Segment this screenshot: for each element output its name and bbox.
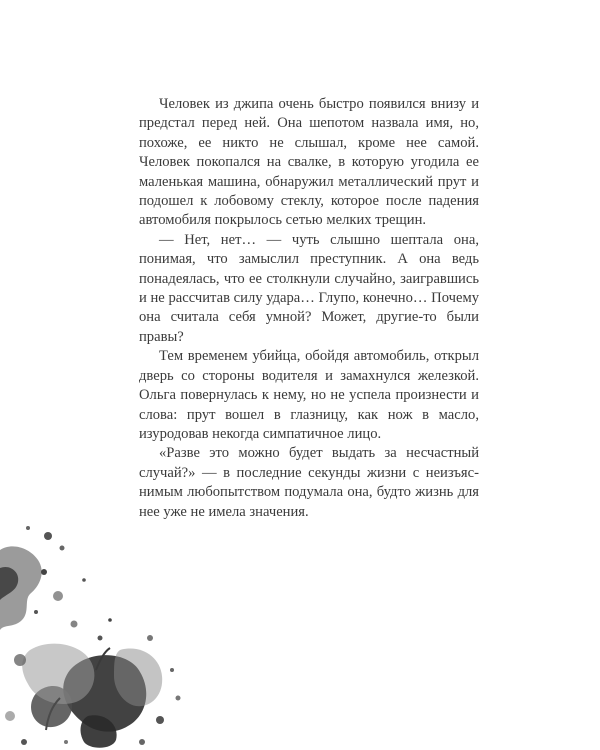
paragraph-1: Человек из джипа очень быстро появился внизу и предстал перед ней. Она шепотом назвала имя, но, похоже, ее никто не слышал, кроме нее самой. Человек покопался на свалке, в которую угодила ее маленькая машина, обнаружил металлический прут и подошел к лобовому стеклу, которое после падения автомобиля покрылось сетью мелких трещин.	[139, 96, 479, 229]
ink-splatter-decoration	[0, 520, 190, 750]
body-text	[139, 95, 479, 522]
paragraph-2: — Нет, нет… — чуть слышно шептала она, понимая, что замыслил преступник. А она ведь понадеялась, что ее столкнули случайно, заигравшись и не рассчитав силу удара… Глупо, конечно… Почему она считала себя умной? Может, другие-то были правы?	[139, 231, 479, 345]
ink-splatter-shapes	[0, 526, 181, 748]
paragraph-3: Тем временем убийца, обойдя автомобиль, открыл дверь со стороны водителя и замахнулся железкой. Ольга повернулась к нему, но не успела произнести и слова: прут вошел в глазницу, как нож в масло, изуродовав некогда симпатичное лицо.	[139, 348, 479, 442]
paragraph-4: «Разве это можно будет выдать за несчастный случай?» — в последние секунды жизни с неизъяснимым любопытством подумала она, будто жизнь для нее уже не имела значения.	[139, 445, 479, 520]
